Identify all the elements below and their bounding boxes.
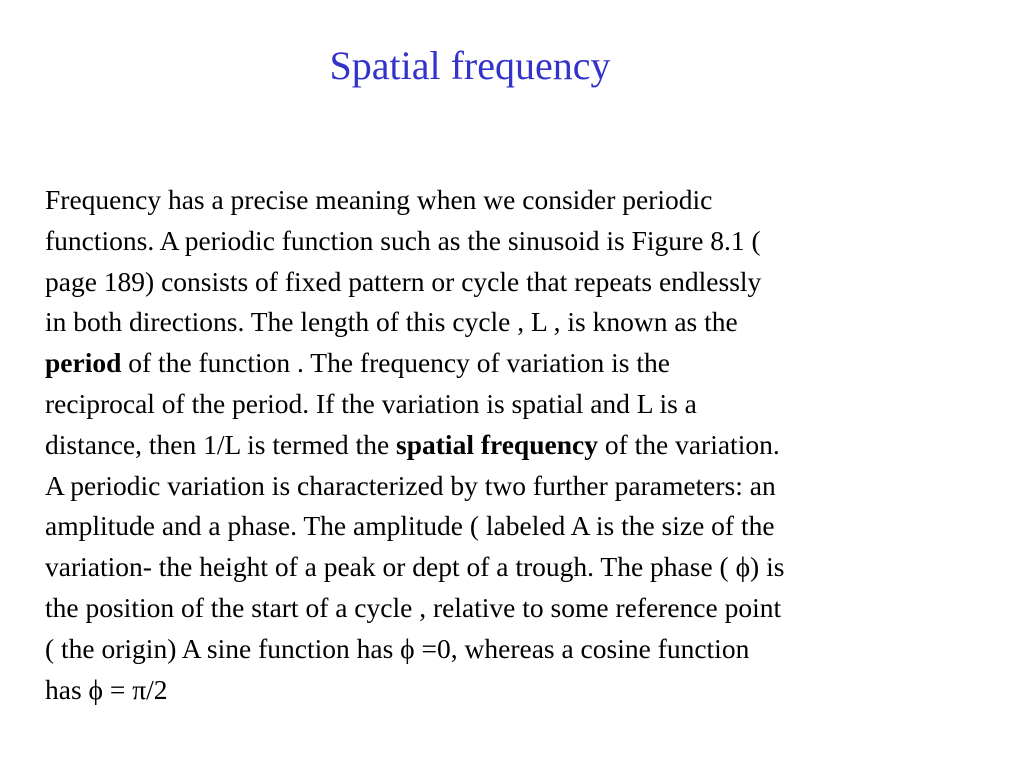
body-line-13: has ϕ = π/2 bbox=[45, 673, 168, 705]
body-line-10: variation- the height of a peak or dept of a trough. The phase ( ϕ) is bbox=[45, 551, 785, 583]
body-line-8: A periodic variation is characterized by two further parameters: an bbox=[45, 469, 776, 501]
body-line-5 bbox=[45, 343, 975, 384]
term-spatial-frequency: spatial frequency bbox=[396, 428, 598, 460]
body-line-6: reciprocal of the period. If the variation is spatial and L is a bbox=[45, 387, 697, 419]
body-line-12: ( the origin) A sine function has ϕ =0, whereas a cosine function bbox=[45, 632, 750, 664]
body-line-5-rest: of the function . The frequency of variation is the bbox=[121, 347, 670, 379]
slide-title: Spatial frequency bbox=[329, 43, 611, 88]
body-line-7 bbox=[45, 425, 975, 466]
body-line-1: Frequency has a precise meaning when we consider periodic bbox=[45, 184, 713, 215]
body-line-9: amplitude and a phase. The amplitude ( labeled A is the size of the bbox=[45, 510, 775, 542]
body-line-11: the position of the start of a cycle , relative to some reference point bbox=[45, 591, 782, 623]
body-line-4: in both directions. The length of this cycle , L , is known as the bbox=[45, 306, 738, 338]
term-period: period bbox=[45, 347, 122, 379]
body-line-7-pre: distance, then 1/L is termed the bbox=[45, 428, 397, 460]
body-line-7-post: of the variation. bbox=[597, 428, 780, 460]
body-line-2: functions. A periodic function such as the sinusoid is Figure 8.1 ( bbox=[45, 224, 761, 256]
body-line-3: page 189) consists of fixed pattern or cycle that repeats endlessly bbox=[45, 265, 762, 297]
slide-body bbox=[45, 180, 975, 710]
